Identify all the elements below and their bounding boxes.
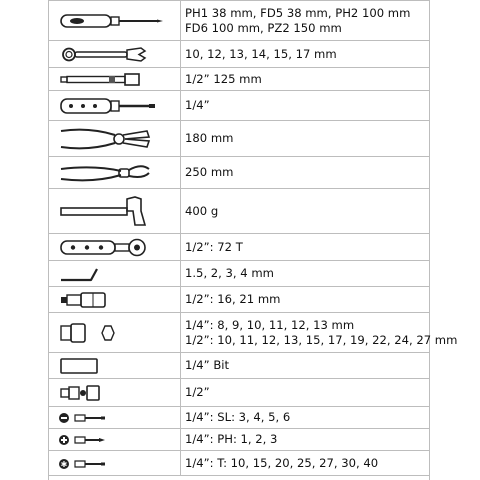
bit-holder-adapter-icon xyxy=(49,353,180,378)
spec-text xyxy=(185,429,431,450)
spec-line: 400 g xyxy=(185,203,219,218)
spec-line: 1/2”: 72 T xyxy=(185,239,243,254)
tool-spec-table xyxy=(48,0,458,480)
table-row xyxy=(49,40,429,67)
table-row xyxy=(49,450,429,476)
spec-text xyxy=(185,91,431,120)
spec-line: 1/4” Bit xyxy=(185,358,230,372)
spec-text xyxy=(185,407,431,428)
spark-plug-socket-icon xyxy=(49,287,180,312)
extension-bar-icon xyxy=(49,68,180,90)
spec-text xyxy=(185,353,431,378)
table-row xyxy=(49,233,429,260)
spec-text xyxy=(185,1,431,40)
spec-line: 1.5, 2, 3, 4 mm xyxy=(185,266,274,280)
spec-line: 1/4”: T: 10, 15, 20, 25, 27, 30, 40 xyxy=(185,455,379,470)
spec-text xyxy=(185,234,431,260)
spec-text xyxy=(185,313,458,352)
svg-text:✱: ✱ xyxy=(60,460,68,469)
table-row xyxy=(49,120,429,156)
spec-text xyxy=(185,121,431,156)
table-row xyxy=(49,378,429,406)
spec-line: 250 mm xyxy=(185,165,234,179)
spec-text xyxy=(185,379,431,406)
spec-line: FD6 100 mm, PZ2 150 mm xyxy=(185,20,342,35)
table-row xyxy=(49,156,429,188)
spec-line: 1/4”: 8, 9, 10, 11, 12, 13 mm xyxy=(185,317,355,332)
spec-line: 1/4”: PH: 1, 2, 3 xyxy=(185,432,278,446)
table-row xyxy=(49,428,429,450)
table-row xyxy=(49,352,429,378)
spec-line: 1/2”: 16, 21 mm xyxy=(185,292,281,306)
table-row xyxy=(49,406,429,428)
spec-line: 180 mm xyxy=(185,131,234,145)
bit-screwdriver-icon xyxy=(49,91,180,120)
table-row xyxy=(49,90,429,120)
spec-line: 1/4”: SL: 3, 4, 5, 6 xyxy=(185,410,291,424)
spec-line: 1/2” xyxy=(185,385,210,399)
socket-icon xyxy=(49,313,180,352)
spec-line: PH1 38 mm, FD5 38 mm, PH2 100 mm xyxy=(185,5,411,20)
spec-text xyxy=(185,261,431,286)
ratchet-icon xyxy=(49,234,180,260)
combination-wrench-icon xyxy=(49,41,180,67)
table-row xyxy=(49,67,429,90)
torx-bit-icon xyxy=(49,451,180,475)
water-pump-pliers-icon xyxy=(49,157,180,188)
spec-text xyxy=(185,41,431,67)
table-row xyxy=(49,286,429,312)
phillips-bit-icon xyxy=(49,429,180,450)
spec-text xyxy=(185,287,431,312)
universal-joint-icon xyxy=(49,379,180,406)
hex-key-icon xyxy=(49,261,180,286)
spec-text xyxy=(185,157,431,188)
hammer-icon xyxy=(49,189,180,233)
spec-line: 1/2”: 10, 11, 12, 13, 15, 17, 19, 22, 24, 27 mm xyxy=(185,332,458,347)
table-row xyxy=(49,312,458,352)
spec-text xyxy=(185,451,431,475)
spec-line: 10, 12, 13, 14, 15, 17 mm xyxy=(185,46,337,61)
table-row xyxy=(49,0,429,40)
spec-text xyxy=(185,189,431,233)
slotted-bit-icon xyxy=(49,407,180,428)
table-row xyxy=(49,260,429,286)
spec-text xyxy=(185,68,431,90)
spec-line: 1/2” 125 mm xyxy=(185,71,262,86)
table-row xyxy=(49,188,429,233)
screwdriver-icon xyxy=(49,1,180,40)
spec-line: 1/4” xyxy=(185,98,210,112)
combination-pliers-icon xyxy=(49,121,180,156)
